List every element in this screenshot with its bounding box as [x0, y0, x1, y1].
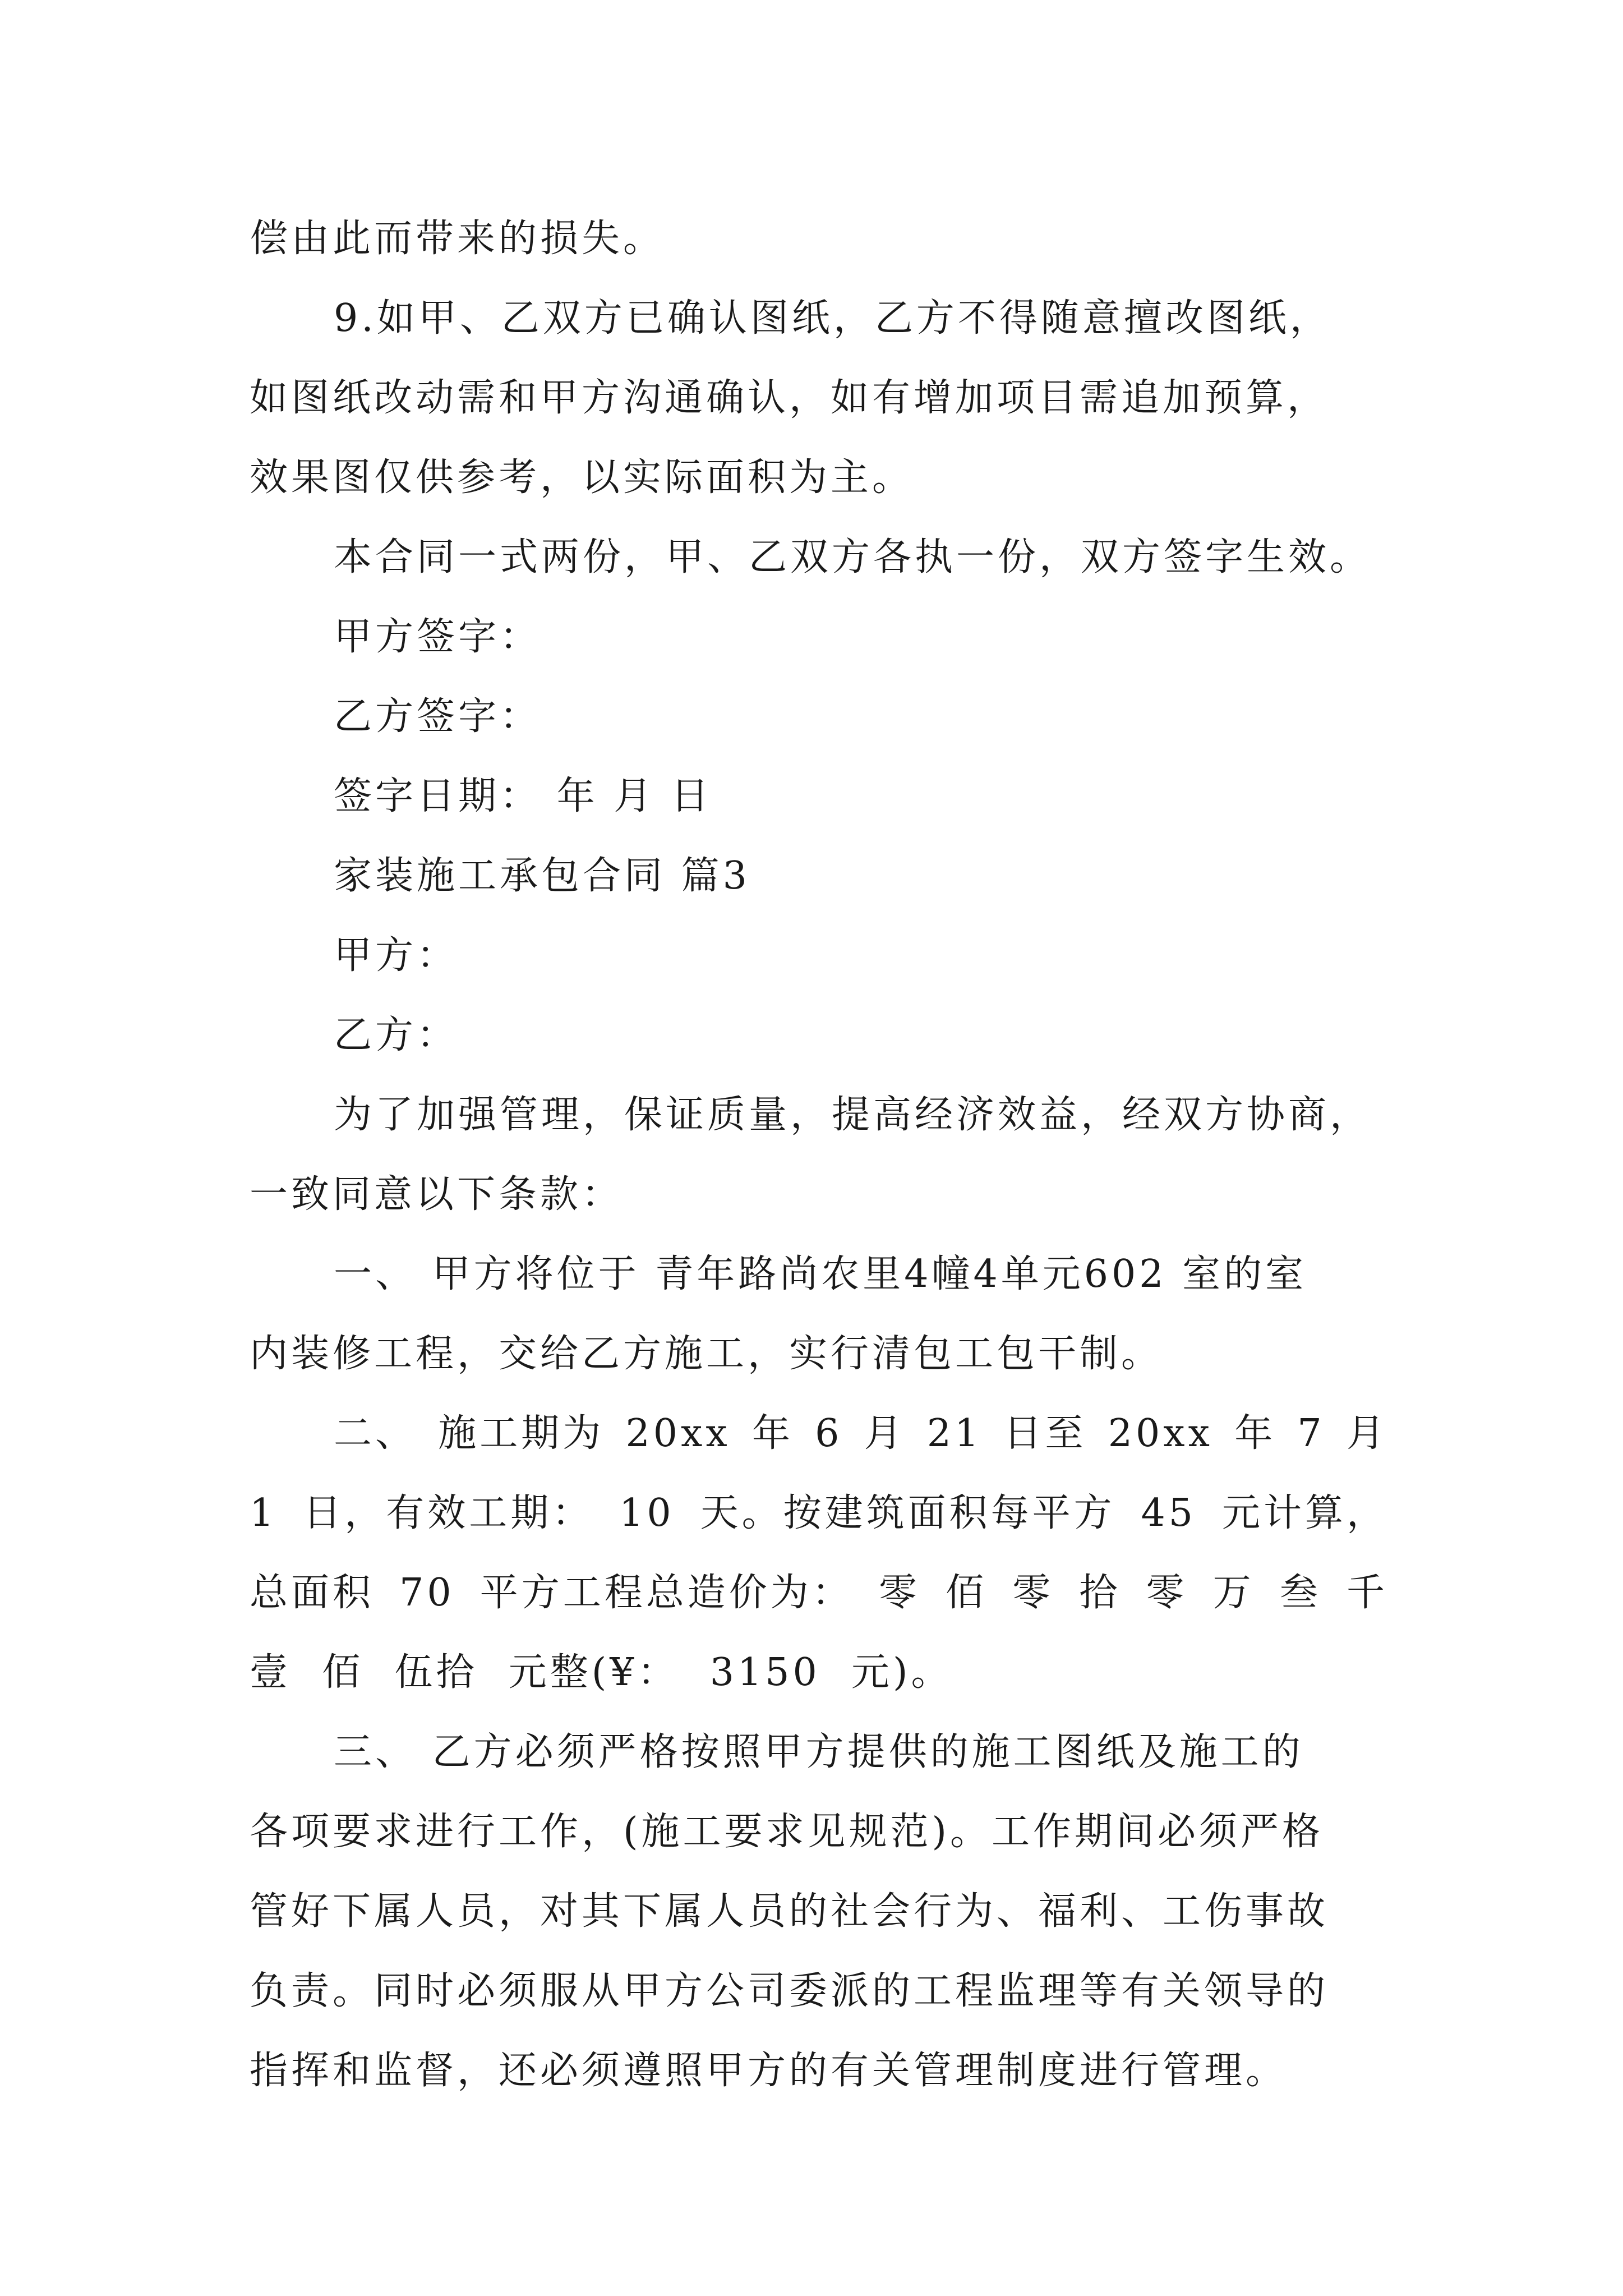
- clause-2-token: 45: [1141, 1491, 1197, 1535]
- paragraph-line: 效果图仅供参考，以实际面积为主。: [250, 455, 914, 500]
- clause-2-token: 月: [1346, 1411, 1388, 1456]
- clause-2-token: 20xx: [625, 1411, 731, 1456]
- clause-2-token: 20xx: [1108, 1411, 1213, 1456]
- clause-2-token: 70: [399, 1571, 455, 1615]
- clause-2-token: 拾: [1079, 1571, 1121, 1615]
- clause-1-line: 内装修工程，交给乙方施工，实行清包工包干制。: [250, 1332, 1163, 1376]
- clause-2-token: 万: [1212, 1571, 1255, 1615]
- clause-2-token: 零: [1012, 1571, 1054, 1615]
- clause-2-token: 零: [878, 1571, 920, 1615]
- clause-2-token: 6: [815, 1411, 843, 1456]
- party-a-label: 甲方：: [334, 933, 459, 978]
- party-b-label: 乙方：: [334, 1013, 459, 1057]
- paragraph-line: 偿由此而带来的损失。: [250, 217, 665, 261]
- clause-2-token: 总面积: [250, 1571, 375, 1615]
- signature-party-a: 甲方签字：: [334, 615, 542, 659]
- clause-2-line: [250, 1553, 1388, 1633]
- clause-2-token: 天。按建筑面积每平方: [700, 1491, 1115, 1535]
- clause-2-token: 零: [1146, 1571, 1188, 1615]
- document-body: [250, 199, 1388, 2111]
- paragraph-line: 如图纸改动需和甲方沟通确认，如有增加项目需追加预算，: [250, 376, 1329, 420]
- clause-1-line: 一、 甲方将位于 青年路尚农里4幢4单元602 室的室: [334, 1252, 1307, 1296]
- clause-2-token: 年: [1234, 1411, 1276, 1456]
- signature-date: 签字日期： 年 月 日: [334, 774, 712, 818]
- clause-2-token: 叁: [1279, 1571, 1321, 1615]
- clause-2-token: 日，有效工期：: [303, 1491, 594, 1535]
- clause-2-token: 年: [751, 1411, 794, 1456]
- clause-2-token: 佰: [946, 1571, 988, 1615]
- paragraph-line: 一致同意以下条款：: [250, 1172, 624, 1217]
- clause-2-token: 元计算，: [1221, 1491, 1388, 1535]
- clause-2-token: 月: [864, 1411, 906, 1456]
- clause-2-token: 7: [1297, 1411, 1325, 1456]
- clause-2-line: 壹 佰 伍拾 元整(¥： 3150 元)。: [250, 1650, 953, 1695]
- clause-2-token: 平方工程总造价为：: [479, 1571, 854, 1615]
- paragraph-line: 本合同一式两份，甲、乙双方各执一份，双方签字生效。: [334, 535, 1372, 579]
- clause-3-line: 负责。同时必须服从甲方公司委派的工程监理等有关领导的: [250, 1969, 1329, 2013]
- clause-3-line: 管好下属人员，对其下属人员的社会行为、福利、工伤事故: [250, 1889, 1329, 1934]
- clause-2-token: 10: [619, 1491, 675, 1535]
- clause-2-token: 二、: [334, 1411, 417, 1456]
- clause-2-line: [250, 1474, 1388, 1553]
- clause-2-token: 千: [1346, 1571, 1388, 1615]
- clause-2-token: 施工期为: [438, 1411, 605, 1456]
- paragraph-line: 为了加强管理，保证质量，提高经济效益，经双方协商，: [334, 1093, 1372, 1137]
- section-heading: 家装施工承包合同 篇3: [334, 854, 750, 898]
- clause-2-token: 21: [926, 1411, 983, 1456]
- clause-2-token: 日至: [1003, 1411, 1087, 1456]
- clause-2-line: [250, 1394, 1388, 1474]
- paragraph-line: 9.如甲、乙双方已确认图纸，乙方不得随意擅改图纸，: [334, 296, 1331, 341]
- clause-3-line: 各项要求进行工作，(施工要求见规范)。工作期间必须严格: [250, 1810, 1324, 1854]
- clause-3-line: 三、 乙方必须严格按照甲方提供的施工图纸及施工的: [334, 1730, 1304, 1774]
- clause-3-line: 指挥和监督，还必须遵照甲方的有关管理制度进行管理。: [250, 2049, 1288, 2093]
- clause-2-token: 1: [250, 1491, 278, 1535]
- signature-party-b: 乙方签字：: [334, 694, 542, 739]
